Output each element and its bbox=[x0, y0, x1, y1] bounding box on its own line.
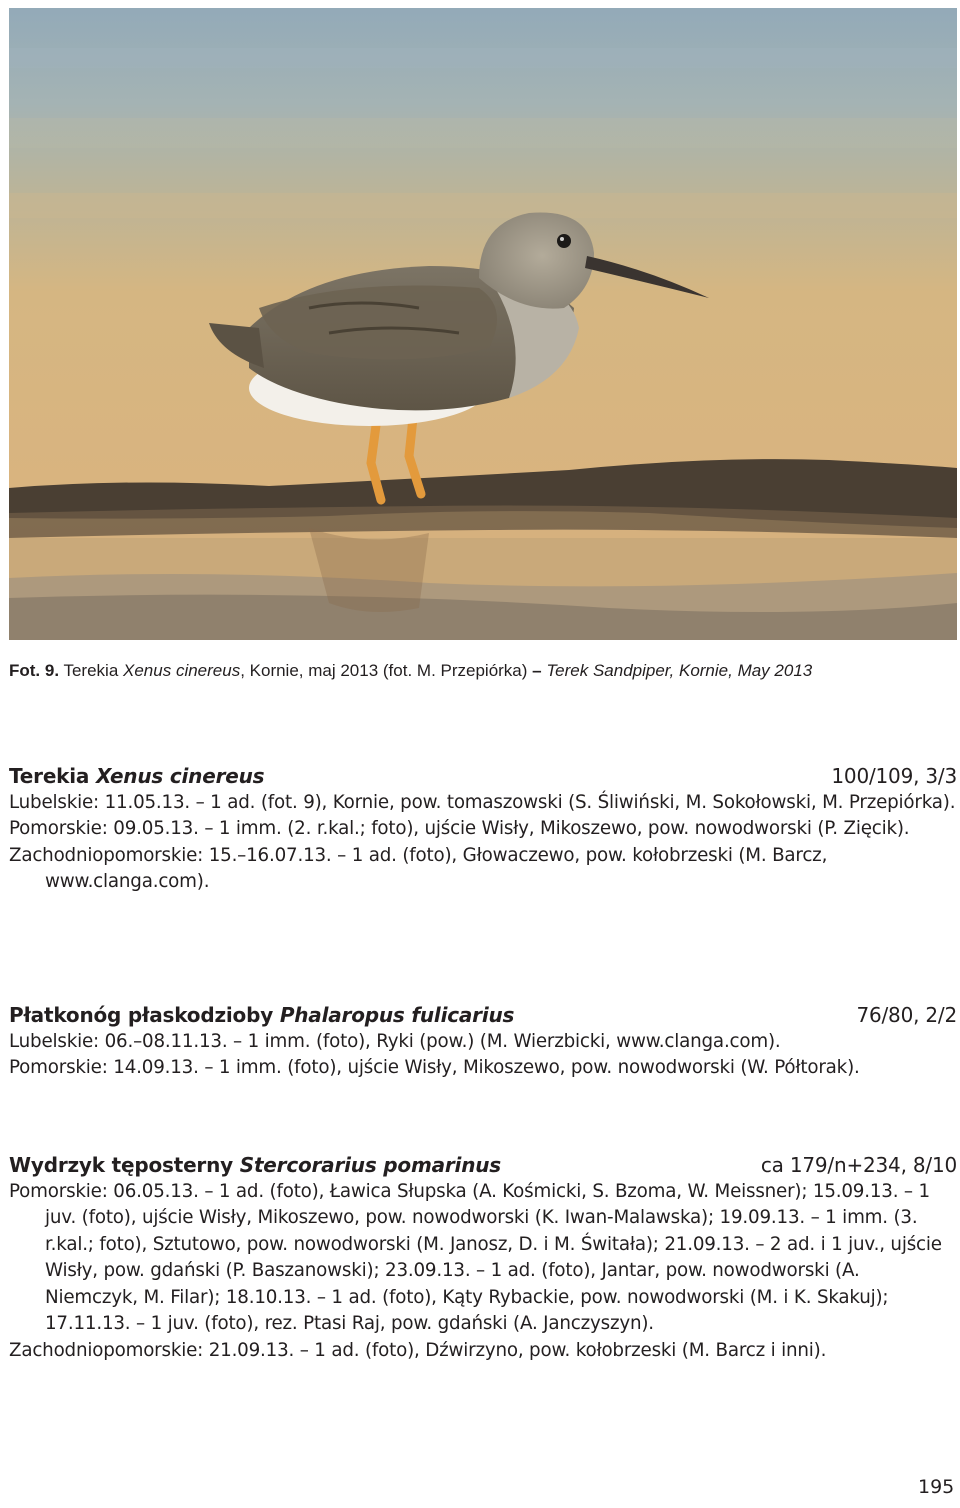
species-name-pl: Płatkonóg płaskodzioby bbox=[9, 1003, 280, 1027]
photo-caption bbox=[9, 657, 957, 684]
species-name bbox=[9, 763, 264, 790]
record-text: : 06.–08.11.13. – 1 imm. (foto), Ryki (pow.) (M. Wierzbicki, www.clanga.com). bbox=[93, 1030, 781, 1052]
caption-pl-text: Terekia bbox=[59, 661, 124, 680]
bird-photo bbox=[9, 8, 957, 640]
species-name bbox=[9, 1002, 514, 1029]
species-entry-platkonog bbox=[9, 1002, 957, 1082]
species-name-latin: Phalaropus fulicarius bbox=[279, 1003, 515, 1027]
species-stats: ca 179/n+234, 8/10 bbox=[760, 1153, 957, 1177]
record-paragraph bbox=[9, 790, 957, 817]
record-paragraph bbox=[9, 1055, 957, 1082]
caption-en-text: Terek Sandpiper, Kornie, May 2013 bbox=[541, 661, 813, 680]
region-name: Pomorskie bbox=[9, 1057, 102, 1078]
species-entry-wydrzyk bbox=[9, 1152, 957, 1364]
region-name: Zachodniopomorskie bbox=[9, 1339, 198, 1361]
record-text: : 21.09.13. – 1 ad. (foto), Dźwirzyno, pow. kołobrzeski (M. Barcz i inni). bbox=[197, 1339, 827, 1361]
species-name bbox=[9, 1152, 501, 1179]
species-entry-terekia bbox=[9, 763, 957, 896]
caption-dash: – bbox=[532, 661, 542, 680]
record-text: : 06.05.13. – 1 ad. (foto), Ławica Słupska (A. Kośmicki, S. Bzoma, W. Meissner); 15.09.13. – 1 juv. (foto), ujście Wisły, Mikoszewo, pow. nowodworski (K. Iwan-Malawska); 19.09.13. – 1 imm. (3. r.kal.; foto), Sztutowo, pow. nowodworski (M. Janosz, D. i M. Świtała); 21.09.13. – 2 ad. i 1 juv., ujście Wisły, pow. gdański (P. Baszanowski); 23.09.13. – 1 ad. (foto), Jantar, pow. nowodworski (A. Niemczyk, M. Filar); 18.10.13. – 1 ad. (foto), Kąty Rybackie, pow. nowodworski (M. i K. Skakuj); 17.11.13. – 1 juv. (foto), rez. Ptasi Raj, pow. gdański (A. Janczyszyn). bbox=[45, 1180, 942, 1334]
region-name: Lubelskie bbox=[9, 791, 94, 813]
species-stats: 76/80, 2/2 bbox=[856, 1003, 957, 1027]
species-stats: 100/109, 3/3 bbox=[831, 764, 957, 788]
record-paragraph bbox=[9, 1179, 957, 1338]
species-name-pl: Wydrzyk tęposterny bbox=[9, 1153, 240, 1177]
caption-pl-latin: Xenus cinereus bbox=[123, 661, 241, 680]
region-name: Zachodniopomorskie bbox=[9, 844, 198, 866]
species-heading bbox=[9, 1002, 957, 1029]
region-name: Pomorskie bbox=[9, 818, 102, 839]
page-number: 195 bbox=[918, 1476, 955, 1498]
record-text: : 14.09.13. – 1 imm. (foto), ujście Wisły, Mikoszewo, pow. nowodworski (W. Półtorak). bbox=[101, 1057, 860, 1078]
species-heading bbox=[9, 1152, 957, 1179]
record-text: : 15.–16.07.13. – 1 ad. (foto), Głowaczewo, pow. kołobrzeski (M. Barcz, www.clanga.com). bbox=[45, 844, 828, 892]
region-name: Lubelskie bbox=[9, 1030, 94, 1052]
record-paragraph bbox=[9, 843, 957, 896]
record-paragraph bbox=[9, 1338, 957, 1365]
terek-sandpiper-image bbox=[9, 8, 957, 640]
record-paragraph bbox=[9, 1029, 957, 1056]
species-heading bbox=[9, 763, 957, 790]
species-name-latin: Xenus cinereus bbox=[96, 764, 265, 788]
caption-label: Fot. 9. bbox=[9, 661, 60, 680]
record-text: : 09.05.13. – 1 imm. (2. r.kal.; foto), ujście Wisły, Mikoszewo, pow. nowodworski (P. Zięcik). bbox=[101, 818, 910, 839]
species-name-pl: Terekia bbox=[9, 764, 96, 788]
region-name: Pomorskie bbox=[9, 1180, 102, 1202]
caption-pl-rest: , Kornie, maj 2013 (fot. M. Przepiórka) bbox=[240, 661, 533, 680]
species-name-latin: Stercorarius pomarinus bbox=[239, 1153, 501, 1177]
record-text: : 11.05.13. – 1 ad. (fot. 9), Kornie, pow. tomaszowski (S. Śliwiński, M. Sokołowski, M. Przepiórka). bbox=[93, 791, 956, 813]
record-paragraph bbox=[9, 816, 957, 843]
